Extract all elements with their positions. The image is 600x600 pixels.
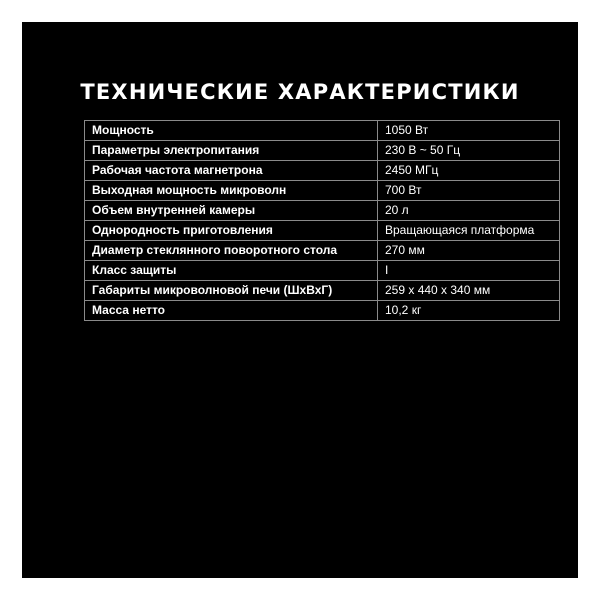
- spec-value: 20 л: [378, 201, 560, 221]
- spec-value: 2450 МГц: [378, 161, 560, 181]
- spec-label: Рабочая частота магнетрона: [85, 161, 378, 181]
- specifications-table: [84, 120, 560, 321]
- spec-label: Масса нетто: [85, 301, 378, 321]
- spec-value: 270 мм: [378, 241, 560, 261]
- table-row: [85, 161, 560, 181]
- page-title: ТЕХНИЧЕСКИЕ ХАРАКТЕРИСТИКИ: [80, 80, 520, 104]
- spec-label: Мощность: [85, 121, 378, 141]
- spec-label: Однородность приготовления: [85, 221, 378, 241]
- table-row: [85, 201, 560, 221]
- spec-value: 10,2 кг: [378, 301, 560, 321]
- spec-label: Объем внутренней камеры: [85, 201, 378, 221]
- table-row: [85, 121, 560, 141]
- table-row: [85, 221, 560, 241]
- spec-value: 259 х 440 х 340 мм: [378, 281, 560, 301]
- spec-label: Параметры электропитания: [85, 141, 378, 161]
- spec-label: Выходная мощность микроволн: [85, 181, 378, 201]
- spec-value: 230 В ~ 50 Гц: [378, 141, 560, 161]
- spec-sheet-panel: [22, 22, 578, 578]
- spec-value: 1050 Вт: [378, 121, 560, 141]
- spec-label: Класс защиты: [85, 261, 378, 281]
- table-row: [85, 261, 560, 281]
- table-row: [85, 281, 560, 301]
- spec-value: I: [378, 261, 560, 281]
- spec-value: Вращающаяся платформа: [378, 221, 560, 241]
- table-row: [85, 141, 560, 161]
- spec-value: 700 Вт: [378, 181, 560, 201]
- table-row: [85, 301, 560, 321]
- spec-label: Диаметр стеклянного поворотного стола: [85, 241, 378, 261]
- spec-label: Габариты микроволновой печи (ШхВхГ): [85, 281, 378, 301]
- table-row: [85, 181, 560, 201]
- table-row: [85, 241, 560, 261]
